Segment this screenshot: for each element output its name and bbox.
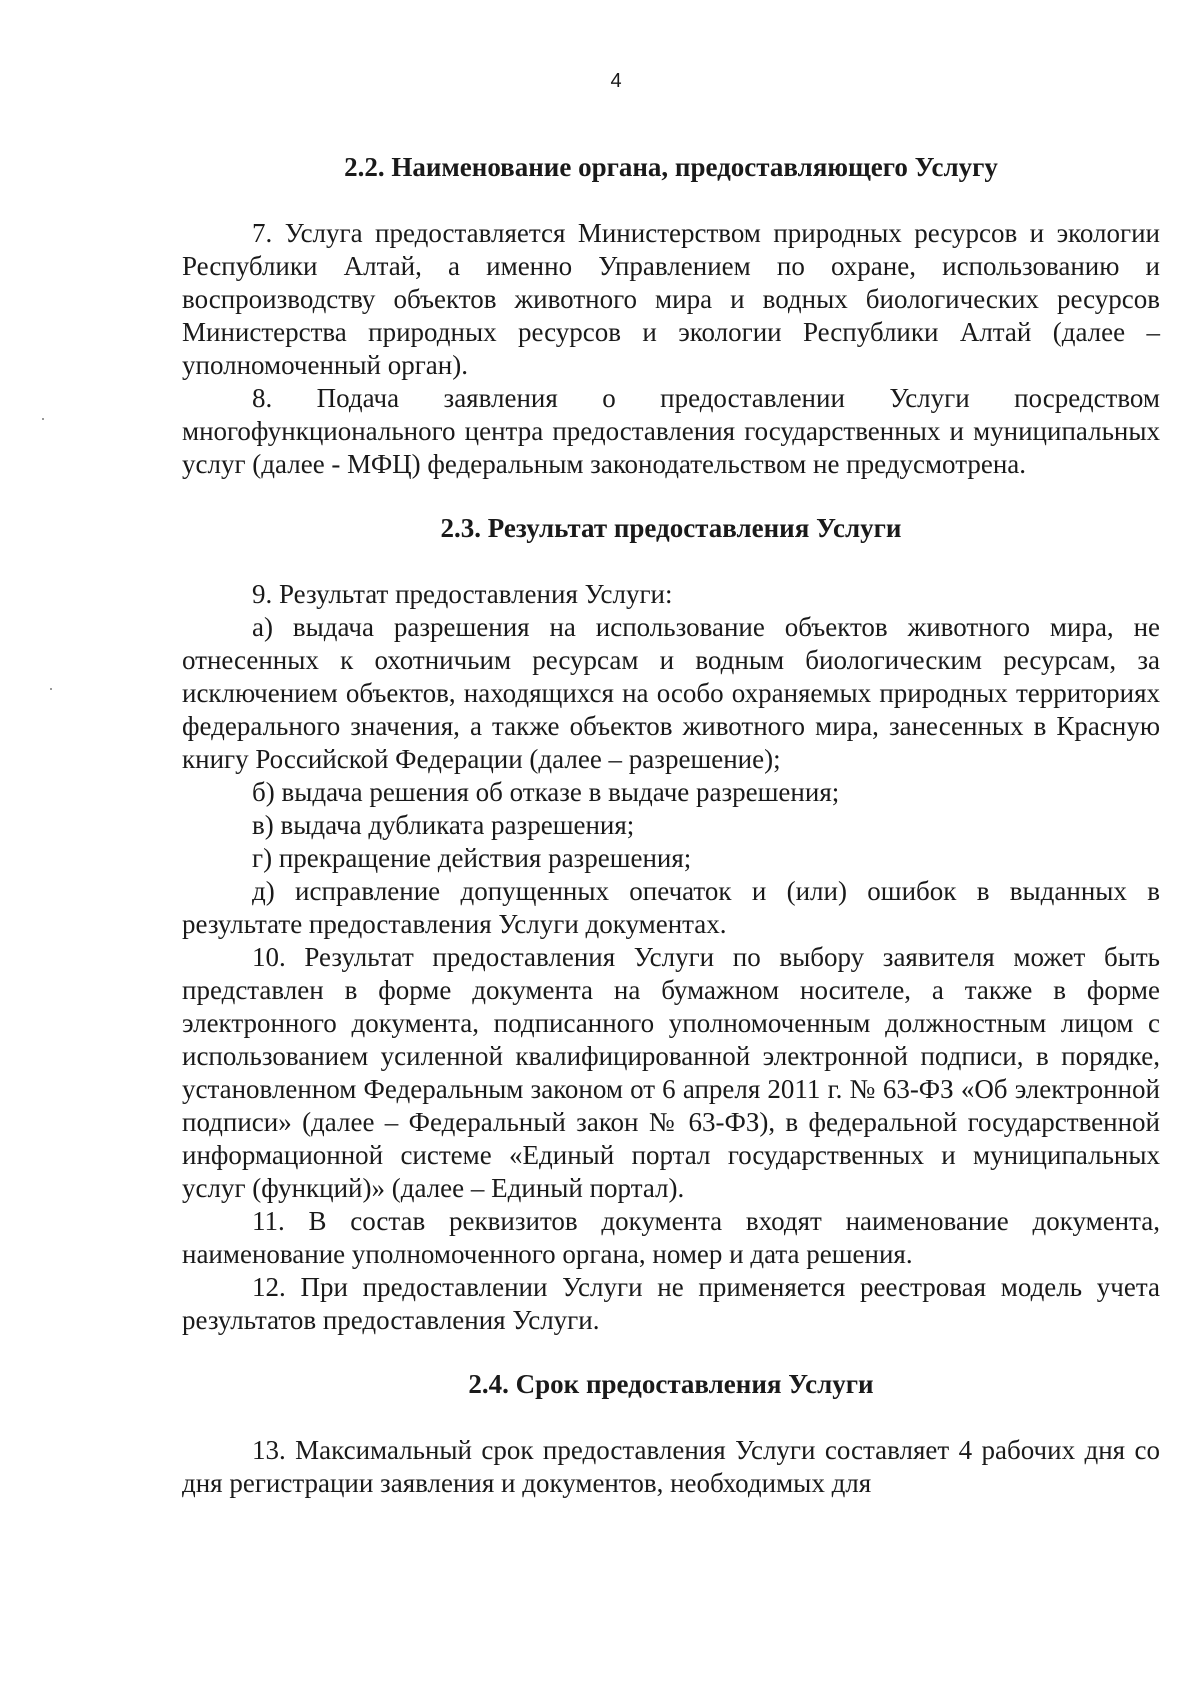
page-number: 4 [610,70,622,92]
list-item-v: в) выдача дубликата разрешения; [252,810,635,840]
document-body [182,150,1160,1500]
list-item-a: а) выдача разрешения на использование объектов животного мира, не отнесенных к охотничьим ресурсам и водным биологическим ресурсам, за исключением объектов, находящихся на особо охраняемых природных территориях федерального значения, а также объектов животного мира, занесенных в Красную книгу Российской Федерации (далее – разрешение); [182,612,1160,774]
paragraph-8: 8. Подача заявления о предоставлении Услуги посредством многофункционального центра предоставления государственных и муниципальных услуг (далее - МФЦ) федеральным законодательством не предусмотрена. [182,383,1160,479]
list-item-g: г) прекращение действия разрешения; [252,843,692,873]
scan-speck [50,688,52,690]
paragraph-11: 11. В состав реквизитов документа входят наименование документа, наименование уполномоченного органа, номер и дата решения. [182,1206,1160,1269]
section-heading-2-4: 2.4. Срок предоставления Услуги [468,1369,874,1399]
list-item-b: б) выдача решения об отказе в выдаче разрешения; [252,777,840,807]
list-item-d: д) исправление допущенных опечаток и (или) ошибок в выданных в результате предоставления Услуги документах. [182,876,1160,939]
section-heading-2-3: 2.3. Результат предоставления Услуги [440,513,902,543]
paragraph-13: 13. Максимальный срок предоставления Услуги составляет 4 рабочих дня со дня регистрации заявления и документов, необходимых для [182,1435,1160,1498]
section-heading-2-2: 2.2. Наименование органа, предоставляющего Услугу [344,152,998,182]
paragraph-7: 7. Услуга предоставляется Министерством природных ресурсов и экологии Республики Алтай, а именно Управлением по охране, использованию и воспроизводству объектов животного мира и водных биологических ресурсов Министерства природных ресурсов и экологии Республики Алтай (далее – уполномоченный орган). [182,218,1160,380]
paragraph-10: 10. Результат предоставления Услуги по выбору заявителя может быть представлен в форме документа на бумажном носителе, а также в форме электронного документа, подписанного уполномоченным должностным лицом с использованием усиленной квалифицированной электронной подписи, в порядке, установленном Федеральным законом от 6 апреля 2011 г. № 63-ФЗ «Об электронной подписи» (далее – Федеральный закон № 63-ФЗ), в федеральной государственной информационной системе «Единый портал государственных и муниципальных услуг (функций)» (далее – Единый портал). [182,942,1160,1203]
paragraph-12: 12. При предоставлении Услуги не применяется реестровая модель учета результатов предоставления Услуги. [182,1272,1160,1335]
paragraph-9: 9. Результат предоставления Услуги: [252,579,673,609]
scan-speck [42,418,44,420]
